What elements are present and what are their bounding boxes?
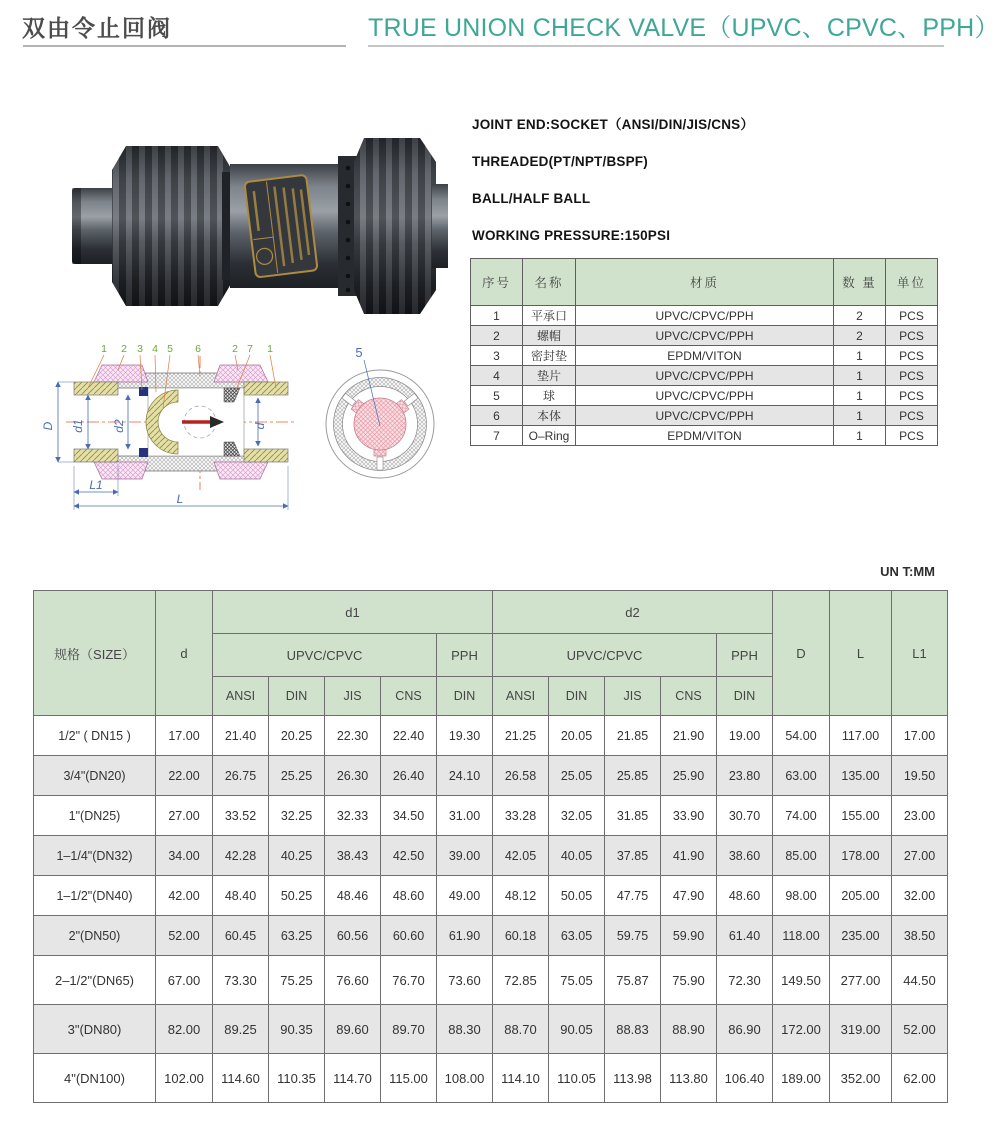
- dim-table-row: [34, 916, 948, 956]
- dim-mat-pph-d1: PPH: [437, 634, 493, 677]
- unit-note: UN T:MM: [880, 564, 935, 579]
- dim-value-cell: 106.40: [717, 1054, 773, 1103]
- dimensions-table: [33, 590, 948, 1103]
- dim-value-cell: 31.00: [437, 796, 493, 836]
- dim-size-cell: 3"(DN80): [34, 1005, 156, 1054]
- product-photo: [48, 108, 448, 343]
- callout-6: 6: [195, 343, 201, 355]
- dim-value-cell: 113.98: [605, 1054, 661, 1103]
- dim-value-cell: 21.90: [661, 716, 717, 756]
- dim-label-d: d: [253, 422, 267, 430]
- dim-value-cell: 33.52: [213, 796, 269, 836]
- dim-value-cell: 27.00: [156, 796, 213, 836]
- parts-table-cell: 2: [834, 306, 886, 326]
- dim-value-cell: 49.00: [437, 876, 493, 916]
- dim-size-cell: 1/2" ( DN15 ): [34, 716, 156, 756]
- dim-value-cell: 89.70: [381, 1005, 437, 1054]
- dim-value-cell: 75.05: [549, 956, 605, 1005]
- spec-line-ball: BALL/HALF BALL: [472, 191, 591, 206]
- dim-size-cell: 3/4"(DN20): [34, 756, 156, 796]
- dim-value-cell: 52.00: [892, 1005, 948, 1054]
- parts-table-cell: PCS: [886, 426, 938, 446]
- dim-value-cell: 42.28: [213, 836, 269, 876]
- dim-label-d2: d2: [112, 419, 126, 433]
- dim-value-cell: 98.00: [773, 876, 830, 916]
- dim-value-cell: 102.00: [156, 1054, 213, 1103]
- valve-gold-label: [244, 175, 317, 278]
- dim-value-cell: 37.85: [605, 836, 661, 876]
- dim-value-cell: 47.75: [605, 876, 661, 916]
- dim-value-cell: 22.30: [325, 716, 381, 756]
- parts-table-cell: UPVC/CPVC/PPH: [576, 306, 834, 326]
- dim-value-cell: 33.28: [493, 796, 549, 836]
- dim-value-cell: 26.58: [493, 756, 549, 796]
- dim-table-row: [34, 836, 948, 876]
- dim-value-cell: 24.10: [437, 756, 493, 796]
- parts-table-cell: 1: [834, 406, 886, 426]
- dim-value-cell: 50.25: [269, 876, 325, 916]
- parts-table-cell: EPDM/VITON: [576, 426, 834, 446]
- dim-value-cell: 47.90: [661, 876, 717, 916]
- dim-table-row: [34, 796, 948, 836]
- dim-table-row: [34, 756, 948, 796]
- dim-size-cell: 4"(DN100): [34, 1054, 156, 1103]
- parts-table-cell: UPVC/CPVC/PPH: [576, 386, 834, 406]
- dim-value-cell: 21.85: [605, 716, 661, 756]
- dim-value-cell: 115.00: [381, 1054, 437, 1103]
- union-nut-right-top: [214, 365, 268, 382]
- dim-value-cell: 82.00: [156, 1005, 213, 1054]
- parts-col-name: 名称: [523, 259, 576, 306]
- dim-value-cell: 61.40: [717, 916, 773, 956]
- dim-value-cell: 25.25: [269, 756, 325, 796]
- dim-value-cell: 172.00: [773, 1005, 830, 1054]
- callout-numbers: [101, 343, 273, 355]
- parts-table-cell: 平承口: [523, 306, 576, 326]
- dim-value-cell: 72.30: [717, 956, 773, 1005]
- callout-1b: 1: [267, 343, 273, 355]
- dim-value-cell: 85.00: [773, 836, 830, 876]
- dim-value-cell: 117.00: [830, 716, 892, 756]
- parts-table-cell: 密封垫: [523, 346, 576, 366]
- dim-col-D: D: [773, 591, 830, 716]
- dim-std-jis-1: JIS: [325, 677, 381, 716]
- dim-std-ansi-2: ANSI: [493, 677, 549, 716]
- dim-col-d: d: [156, 591, 213, 716]
- dim-std-pphdin-2: DIN: [717, 677, 773, 716]
- dim-value-cell: 88.30: [437, 1005, 493, 1054]
- dim-header-row-1: [34, 591, 948, 634]
- parts-table-cell: 1: [834, 346, 886, 366]
- dim-value-cell: 23.80: [717, 756, 773, 796]
- dim-value-cell: 20.05: [549, 716, 605, 756]
- dim-value-cell: 22.00: [156, 756, 213, 796]
- dim-value-cell: 59.75: [605, 916, 661, 956]
- dim-label-L1: L1: [89, 478, 103, 492]
- union-nut-right-bottom: [214, 462, 268, 479]
- dim-table-row: [34, 956, 948, 1005]
- dim-value-cell: 19.30: [437, 716, 493, 756]
- dim-std-cns-1: CNS: [381, 677, 437, 716]
- dim-value-cell: 52.00: [156, 916, 213, 956]
- dim-size-cell: 1–1/2"(DN40): [34, 876, 156, 916]
- dim-value-cell: 42.00: [156, 876, 213, 916]
- parts-table-cell: 7: [471, 426, 523, 446]
- dim-value-cell: 26.30: [325, 756, 381, 796]
- title-underline-cn: [23, 45, 346, 47]
- dim-value-cell: 60.56: [325, 916, 381, 956]
- dim-value-cell: 40.25: [269, 836, 325, 876]
- dim-value-cell: 63.25: [269, 916, 325, 956]
- dim-value-cell: 108.00: [437, 1054, 493, 1103]
- page-title-cn: 双由令止回阀: [22, 15, 172, 41]
- dim-value-cell: 50.05: [549, 876, 605, 916]
- dim-value-cell: 38.43: [325, 836, 381, 876]
- callout-7: 7: [247, 343, 253, 355]
- callout-2: 2: [121, 343, 127, 355]
- dim-value-cell: 110.05: [549, 1054, 605, 1103]
- dim-value-cell: 21.25: [493, 716, 549, 756]
- parts-table-cell: UPVC/CPVC/PPH: [576, 326, 834, 346]
- socket-left-bottom: [74, 449, 118, 462]
- dim-value-cell: 114.60: [213, 1054, 269, 1103]
- socket-right-top: [244, 382, 288, 395]
- socket-left-top: [74, 382, 118, 395]
- dim-value-cell: 17.00: [892, 716, 948, 756]
- dim-value-cell: 21.40: [213, 716, 269, 756]
- dim-value-cell: 48.46: [325, 876, 381, 916]
- dim-value-cell: 34.50: [381, 796, 437, 836]
- dim-value-cell: 113.80: [661, 1054, 717, 1103]
- dim-value-cell: 48.40: [213, 876, 269, 916]
- dim-value-cell: 48.60: [381, 876, 437, 916]
- dim-value-cell: 178.00: [830, 836, 892, 876]
- dim-label-D: D: [41, 421, 55, 431]
- dim-size-cell: 1–1/4"(DN32): [34, 836, 156, 876]
- parts-table-cell: 球: [523, 386, 576, 406]
- callout-3: 3: [137, 343, 143, 355]
- dim-value-cell: 48.60: [717, 876, 773, 916]
- parts-table-cell: 2: [834, 326, 886, 346]
- parts-table-cell: 2: [471, 326, 523, 346]
- parts-table-body: [471, 306, 938, 446]
- dim-size-cell: 2–1/2"(DN65): [34, 956, 156, 1005]
- spec-line-threaded: THREADED(PT/NPT/BSPF): [472, 154, 648, 169]
- dim-value-cell: 32.33: [325, 796, 381, 836]
- dim-value-cell: 41.90: [661, 836, 717, 876]
- dim-value-cell: 61.90: [437, 916, 493, 956]
- dim-table-row: [34, 876, 948, 916]
- dim-table-row: [34, 1054, 948, 1103]
- dim-value-cell: 63.05: [549, 916, 605, 956]
- dim-group-d1: d1: [213, 591, 493, 634]
- dim-value-cell: 25.90: [661, 756, 717, 796]
- parts-col-no: 序号: [471, 259, 523, 306]
- dim-value-cell: 38.60: [717, 836, 773, 876]
- parts-table-row: [471, 426, 938, 446]
- dim-value-cell: 90.35: [269, 1005, 325, 1054]
- dim-value-cell: 60.45: [213, 916, 269, 956]
- spec-line-pressure: WORKING PRESSURE:150PSI: [472, 228, 671, 243]
- dim-value-cell: 30.70: [717, 796, 773, 836]
- dim-value-cell: 235.00: [830, 916, 892, 956]
- dim-value-cell: 33.90: [661, 796, 717, 836]
- parts-table-cell: 1: [834, 366, 886, 386]
- dim-value-cell: 17.00: [156, 716, 213, 756]
- parts-table-cell: PCS: [886, 386, 938, 406]
- dim-std-pphdin-1: DIN: [437, 677, 493, 716]
- dim-label-L: L: [176, 492, 184, 506]
- parts-table-cell: UPVC/CPVC/PPH: [576, 406, 834, 426]
- dim-value-cell: 32.05: [549, 796, 605, 836]
- dim-value-cell: 88.90: [661, 1005, 717, 1054]
- dim-value-cell: 75.25: [269, 956, 325, 1005]
- dim-std-din-2: DIN: [549, 677, 605, 716]
- parts-table-cell: 6: [471, 406, 523, 426]
- parts-table-row: [471, 326, 938, 346]
- dim-value-cell: 39.00: [437, 836, 493, 876]
- dim-value-cell: 76.70: [381, 956, 437, 1005]
- dim-col-size: 规格（SIZE）: [34, 591, 156, 716]
- dim-value-cell: 89.60: [325, 1005, 381, 1054]
- dim-table-body: [34, 716, 948, 1103]
- dim-value-cell: 277.00: [830, 956, 892, 1005]
- dim-label-d1: d1: [71, 419, 85, 433]
- dim-value-cell: 31.85: [605, 796, 661, 836]
- dim-value-cell: 89.25: [213, 1005, 269, 1054]
- parts-table-cell: PCS: [886, 326, 938, 346]
- dim-value-cell: 25.85: [605, 756, 661, 796]
- dim-value-cell: 38.50: [892, 916, 948, 956]
- parts-table-cell: 4: [471, 366, 523, 386]
- seal-ring-top: [139, 387, 148, 396]
- dim-value-cell: 63.00: [773, 756, 830, 796]
- dim-value-cell: 75.90: [661, 956, 717, 1005]
- dim-col-L: L: [830, 591, 892, 716]
- circular-section-view: [326, 345, 434, 478]
- dim-value-cell: 32.25: [269, 796, 325, 836]
- technical-drawing: [28, 340, 458, 530]
- parts-table-cell: O–Ring: [523, 426, 576, 446]
- dim-value-cell: 75.87: [605, 956, 661, 1005]
- callout-5: 5: [167, 343, 173, 355]
- dim-value-cell: 76.60: [325, 956, 381, 1005]
- dim-value-cell: 110.35: [269, 1054, 325, 1103]
- dim-mat-upvc-d2: UPVC/CPVC: [493, 634, 717, 677]
- dim-size-cell: 1"(DN25): [34, 796, 156, 836]
- parts-table-cell: 1: [834, 386, 886, 406]
- callout-1: 1: [101, 343, 107, 355]
- dim-value-cell: 149.50: [773, 956, 830, 1005]
- parts-table-cell: PCS: [886, 346, 938, 366]
- dim-value-cell: 62.00: [892, 1054, 948, 1103]
- valve-right-socket: [432, 184, 448, 268]
- dim-value-cell: 60.18: [493, 916, 549, 956]
- parts-table-row: [471, 306, 938, 326]
- dim-value-cell: 40.05: [549, 836, 605, 876]
- parts-table-cell: EPDM/VITON: [576, 346, 834, 366]
- dim-value-cell: 42.05: [493, 836, 549, 876]
- dim-mat-upvc-d1: UPVC/CPVC: [213, 634, 437, 677]
- dim-value-cell: 114.70: [325, 1054, 381, 1103]
- parts-table-row: [471, 386, 938, 406]
- parts-table-cell: PCS: [886, 306, 938, 326]
- dim-std-din-1: DIN: [269, 677, 325, 716]
- dim-value-cell: 60.60: [381, 916, 437, 956]
- parts-table: [470, 258, 938, 446]
- parts-table-row: [471, 406, 938, 426]
- parts-table-cell: 1: [471, 306, 523, 326]
- dim-value-cell: 27.00: [892, 836, 948, 876]
- dim-value-cell: 114.10: [493, 1054, 549, 1103]
- callout-4: 4: [152, 343, 158, 355]
- dim-group-d2: d2: [493, 591, 773, 634]
- dim-value-cell: 73.60: [437, 956, 493, 1005]
- cross-section-view: [41, 343, 296, 510]
- parts-table-cell: PCS: [886, 366, 938, 386]
- dim-std-jis-2: JIS: [605, 677, 661, 716]
- parts-table-cell: PCS: [886, 406, 938, 426]
- parts-col-material: 材质: [576, 259, 834, 306]
- dim-value-cell: 23.00: [892, 796, 948, 836]
- dim-mat-pph-d2: PPH: [717, 634, 773, 677]
- parts-table-cell: 垫片: [523, 366, 576, 386]
- parts-table-cell: UPVC/CPVC/PPH: [576, 366, 834, 386]
- dim-value-cell: 189.00: [773, 1054, 830, 1103]
- dim-value-cell: 86.90: [717, 1005, 773, 1054]
- dim-table-row: [34, 1005, 948, 1054]
- dim-value-cell: 22.40: [381, 716, 437, 756]
- parts-table-row: [471, 366, 938, 386]
- dim-value-cell: 118.00: [773, 916, 830, 956]
- dim-value-cell: 26.75: [213, 756, 269, 796]
- parts-col-qty: 数 量: [834, 259, 886, 306]
- parts-table-cell: 3: [471, 346, 523, 366]
- union-nut-left-top: [94, 365, 148, 382]
- dim-value-cell: 32.00: [892, 876, 948, 916]
- dim-value-cell: 135.00: [830, 756, 892, 796]
- ball-section: [354, 398, 406, 450]
- dim-value-cell: 205.00: [830, 876, 892, 916]
- dim-value-cell: 25.05: [549, 756, 605, 796]
- dim-std-cns-2: CNS: [661, 677, 717, 716]
- dim-value-cell: 73.30: [213, 956, 269, 1005]
- dim-value-cell: 26.40: [381, 756, 437, 796]
- dim-value-cell: 19.50: [892, 756, 948, 796]
- parts-table-cell: 螺帽: [523, 326, 576, 346]
- dim-value-cell: 44.50: [892, 956, 948, 1005]
- parts-header-row: [471, 259, 938, 306]
- dim-value-cell: 59.90: [661, 916, 717, 956]
- section-callout-number: 5: [355, 345, 363, 360]
- parts-table-cell: 本体: [523, 406, 576, 426]
- dim-value-cell: 352.00: [830, 1054, 892, 1103]
- spec-line-joint-end: JOINT END:SOCKET（ANSI/DIN/JIS/CNS）: [472, 117, 755, 132]
- parts-col-unit: 单位: [886, 259, 938, 306]
- parts-table-cell: 5: [471, 386, 523, 406]
- callout-2b: 2: [232, 343, 238, 355]
- dim-value-cell: 319.00: [830, 1005, 892, 1054]
- union-nut-left-bottom: [94, 462, 148, 479]
- socket-right-bottom: [244, 449, 288, 462]
- dim-value-cell: 19.00: [717, 716, 773, 756]
- dim-value-cell: 67.00: [156, 956, 213, 1005]
- dim-value-cell: 155.00: [830, 796, 892, 836]
- dim-value-cell: 74.00: [773, 796, 830, 836]
- spec-text-block: [472, 118, 952, 266]
- dim-value-cell: 54.00: [773, 716, 830, 756]
- dim-value-cell: 90.05: [549, 1005, 605, 1054]
- valve-photo-group: [72, 138, 448, 314]
- dim-col-L1: L1: [892, 591, 948, 716]
- dim-table-row: [34, 716, 948, 756]
- title-underline-en: [368, 45, 944, 47]
- dim-value-cell: 48.12: [493, 876, 549, 916]
- dim-size-cell: 2"(DN50): [34, 916, 156, 956]
- seal-ring-bottom: [139, 448, 148, 457]
- dim-value-cell: 20.25: [269, 716, 325, 756]
- dim-value-cell: 88.83: [605, 1005, 661, 1054]
- page-title-en: TRUE UNION CHECK VALVE（UPVC、CPVC、PPH）: [368, 14, 1000, 42]
- parts-table-cell: 1: [834, 426, 886, 446]
- dim-value-cell: 88.70: [493, 1005, 549, 1054]
- dim-value-cell: 72.85: [493, 956, 549, 1005]
- dim-std-ansi-1: ANSI: [213, 677, 269, 716]
- dim-value-cell: 34.00: [156, 836, 213, 876]
- dim-value-cell: 42.50: [381, 836, 437, 876]
- parts-table-row: [471, 346, 938, 366]
